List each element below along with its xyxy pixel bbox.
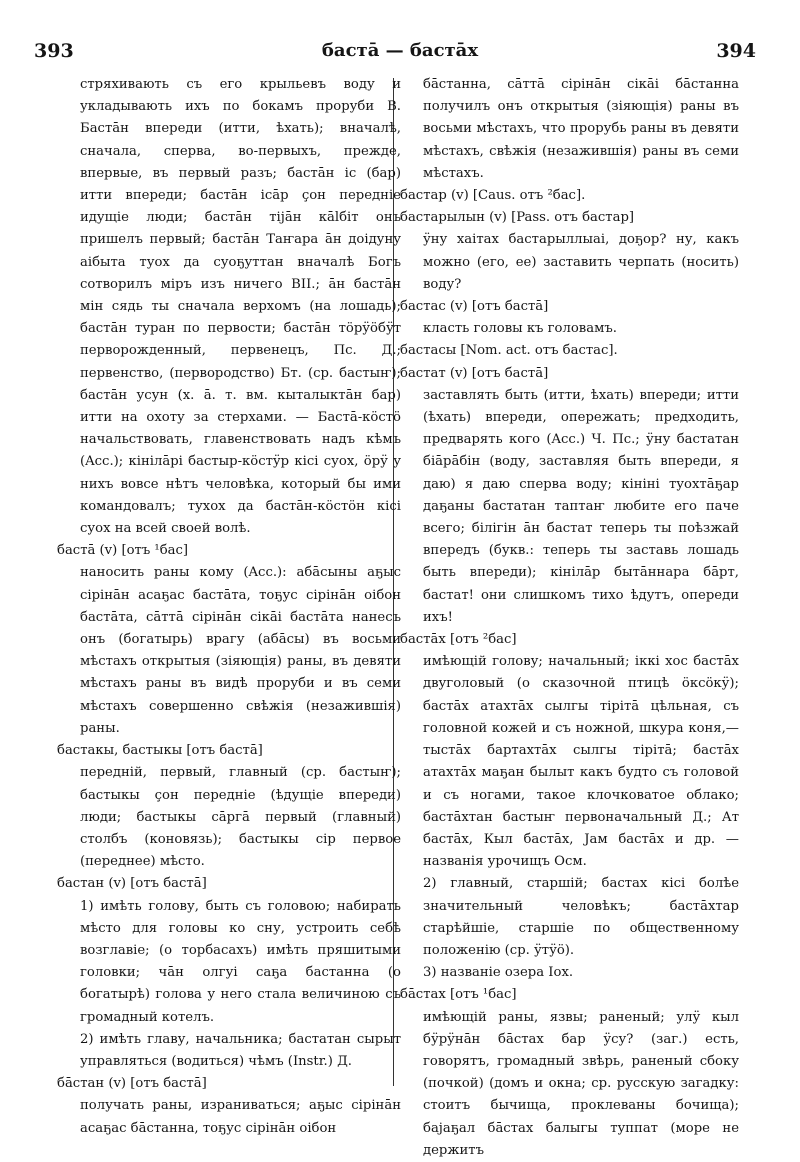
entry-text: переднiй, первый, главный (ср. бастыҥ); бастыкы ҫон переднiе (ѣдущiе впереди) люди; бастыкы сāргā первый (главный) столбъ (коновязь); бастыкы сiр первое (переднее) мѣсто. — [80, 765, 401, 870]
entry-headword: бастасы [Nom. act. отъ бастас]. — [400, 343, 618, 359]
entry-text: бāстанна, сāттā сiрiнāн сiкāi бāстанна получилъ онъ открытыя (зiяющiя) раны въ восьми мѣстахъ, что прорубь раны въ девяти мѣстахъ, свѣжiя (незажившiя) раны въ семи мѣстахъ. — [423, 77, 739, 181]
entry-headword: бастакы, бастыкы [отъ бастā] — [57, 743, 263, 759]
right-column — [401, 74, 739, 1162]
entry-text: стряхивають съ его крыльевъ воду и укладывають ихъ по бокамъ проруби В. Бастāн впереди (итти, ѣхать); вначалѣ, сначала, сперва, во-первыхъ, прежде, впервые, въ первый разъ; бастāн іс (бар) итти впереди; бастāн ісāр ҫон переднiе идущiе люди; бастāн тiјāн кālбiт онъ пришелъ первый; бастāн Таҥара āн доiдуну аiбыта туох да суоҕуттан вначалѣ Богъ сотворилъ мiръ изъ ничего ВII.; āн бастāн мiн сядь ты сначала верхомъ (на лошадь); бастāн туран по первости; бастāн тӧрӱӧбӱт перворожденный, первенецъ, Пс. Д.; первенство, (первородство) Бт. (ср. бастыҥ); бастāн усун (х. ā. т. вм. кыталыктāн бар) итти на охоту за стерхами. — Бастā-кӧстӧ начальствовать, главенствовать надъ кѣмъ (Acc.); кiнiлāрi бастыр-кӧстӱр кiсi суох, ӧрӱ у нихъ вовсе нѣтъ человѣка, который бы ими командовалъ; тухох да бастāн-кӧстӧн кiсi суох на всей своей волѣ. — [80, 77, 401, 537]
entry-text: 1) имѣть голову, быть съ головою; набирать мѣсто для головы ко сну, устроить себѣ возглавiе; (о торбасахъ) имѣть пряшитыми головки; чāн олгуi саҕа бастанна (о богатырѣ) голова у него стала величиною съ громадный котелъ. — [80, 898, 401, 1025]
entry-text: 2) главный, старшiй; бастах кiсi болѣе значительный человѣкъ; бастāхтар старѣйшiе, старшiе по общественному положенiю (ср. ӱтӱӧ). — [423, 876, 739, 958]
entry-headword: бастāх [отъ ²бас] — [400, 632, 517, 648]
entry-text: ӱну хаiтах бастарыллыаi, доҕор? ну, какъ можно (его, ее) заставить черпать (носить) воду? — [423, 232, 739, 292]
entry-text: имѣющiй раны, язвы; раненый; улӱ кыл бӱрӱнāн бāстах бар ӱсу? (заг.) есть, говорятъ, громадный звѣрь, раненый сбоку (почкой) (домъ и окна; ср. русскую загадку: стоитъ бычища, проклеваны бочища); баjаҕал бāстах балыгы туппат (море не держитъ — [423, 1009, 739, 1158]
left-column — [58, 74, 401, 1140]
right-page-number: 394 — [716, 40, 756, 62]
entry-text: имѣющiй голову; начальный; iккi хос бастāх двуголовый (о сказочной птицѣ ӧксӧкӱ); бастāх атахтāх сылгы тiрiтā цѣльная, съ головной кожей и съ ножной, шкура коня,— тыстāх бартахтāх сылгы тiрiтā; бастāх атахтāх маҕан былыт какъ будто съ головой и съ ногами, такое клочковатое облако; бастāхтан бастыҥ первоначальный Д.; Ат бастāх, Кыл бастāх, Јам бастāх и др. — названiя урочищъ Осм. — [423, 654, 739, 870]
entry-headword: бāстан (v) [отъ бастā] — [57, 1076, 207, 1092]
entry-text: получать раны, израниваться; аҕыс сiрiнāн асаҕас бāстанна, тоҕус сiрiнāн оiбон — [80, 1098, 401, 1136]
entry-headword: бастан (v) [отъ бастā] — [57, 876, 207, 892]
entry-text: класть головы къ головамъ. — [423, 321, 617, 337]
entry-headword: бастар (v) [Caus. отъ ²бас]. — [400, 188, 586, 204]
entry-text: заставлять быть (итти, ѣхать) впереди; итти (ѣхать) впереди, опережать; предходить, предварять кого (Acc.) Ч. Пс.; ӱну бастатан бiāрāбiн (воду, заставляя быть впереди, я даю) я даю сперва воду; кiнiнi туохтāҕар даҕаны бастатан таптаҥ любите его паче всего; бiлiгiн āн бастат теперь ты поѣзжай впередъ (букв.: теперь ты заставь лошадь быть впереди); кiнiлāр бытāннара бāрт, бастат! они слишкомъ тихо ѣдутъ, опереди ихъ! — [423, 387, 739, 625]
entry-text: 3) названiе озера Iох. — [423, 965, 574, 981]
entry-headword: бастат (v) [отъ бастā] — [400, 365, 549, 381]
running-title: бастā — бастāх — [321, 40, 479, 61]
entry-text: наносить раны кому (Acc.): абāсыны аҕыс сiрiнāн асаҕас бастāта, тоҕус сiрiнāн оiбон бастāта, сāттā сiрiнāн сiкāi бастāта нанесъ онъ (богатырь) врагу (абāсы) въ восьми мѣстахъ открытыя (зiяющiя) раны, въ девяти мѣстахъ раны въ видѣ проруби и въ семи мѣстахъ совершенно свѣжiя (незажившiя) раны. — [80, 565, 401, 736]
entry-headword: бастā (v) [отъ ¹бас] — [57, 543, 189, 559]
running-header — [0, 32, 800, 72]
entry-headword: бастарылын (v) [Pass. отъ бастар] — [400, 210, 635, 226]
entry-headword: бāстах [отъ ¹бас] — [400, 987, 517, 1003]
left-page-number: 393 — [34, 40, 74, 62]
entry-headword: бастас (v) [отъ бастā] — [400, 299, 549, 315]
entry-text: 2) имѣть главу, начальника; бастатан сырыт управляться (водиться) чѣмъ (Instr.) Д. — [80, 1031, 401, 1069]
